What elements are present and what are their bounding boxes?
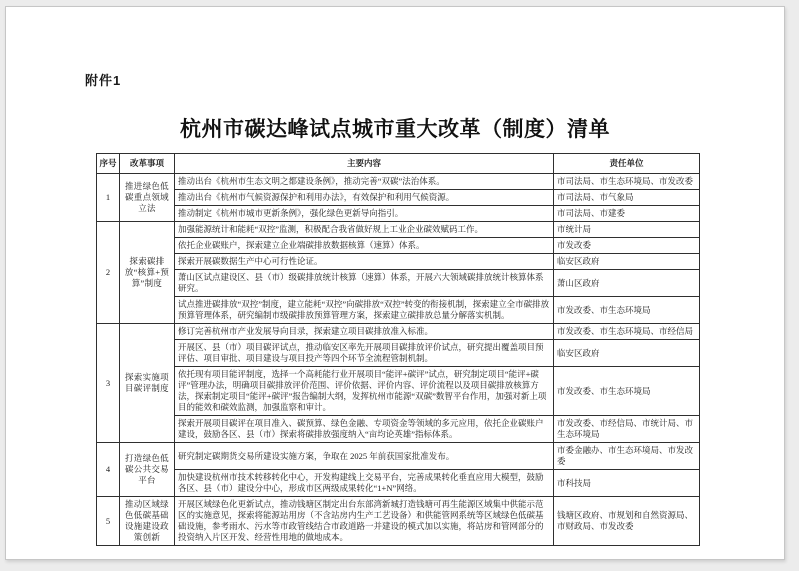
responsible-unit-cell: 市司法局、市建委 [554,206,700,222]
table-row [97,270,700,297]
table-row [97,340,700,367]
table-row [97,324,700,340]
reform-item-cell: 探索实施项目碳评制度 [120,324,175,443]
responsible-unit-cell: 临安区政府 [554,254,700,270]
reform-item-cell: 探索碳排放“核算+预算”制度 [120,222,175,324]
table-row [97,443,700,470]
responsible-unit-cell: 市发改委、市生态环境局 [554,367,700,416]
attachment-label: 附件1 [85,73,122,88]
table-row [97,206,700,222]
reform-item-cell: 打造绿色低碳公共交易平台 [120,443,175,497]
responsible-unit-cell: 市发改委 [554,238,700,254]
serial-number-cell: 5 [97,497,120,546]
responsible-unit-cell: 临安区政府 [554,340,700,367]
table-body [97,174,700,546]
responsible-unit-cell: 市发改委、市生态环境局、市经信局 [554,324,700,340]
main-content-cell: 开展区域绿色化更新试点，推动钱塘区制定出台东部湾新城打造钱塘可再生能源区域集中供能示范区的实施意见，探索将能源站用房（不含站房内生产工艺设备）和供能管网系统等区域绿色低碳基础设施，参考雨水、污水等市政管线结合市政道路一并建设的模式加以实施，将站房和管网部分的投资纳入片区开发、经营性用地的做地成本。 [175,497,554,546]
table-row [97,367,700,416]
main-content-cell: 加快建设杭州市技术转移转化中心，开发构建线上交易平台，完善成果转化垂直应用大模型，鼓励各区、县（市）建设分中心，形成市区两级成果转化“1+N”网络。 [175,470,554,497]
responsible-unit-cell: 钱塘区政府、市规划和自然资源局、市财政局、市发改委 [554,497,700,546]
responsible-unit-cell: 萧山区政府 [554,270,700,297]
table-row [97,254,700,270]
table-row [97,470,700,497]
reform-item-cell: 推动区域绿色低碳基础设施建设政策创新 [120,497,175,546]
main-content-cell: 萧山区试点建设区、县（市）级碳排放统计核算（速算）体系，开展六大领域碳排放统计核算体系研究。 [175,270,554,297]
main-content-cell: 开展区、县（市）项目碳评试点，推动临安区率先开展项目碳排放评价试点，研究提出覆盖项目预评估、项目审批、项目建设与项目投产等四个环节全流程管制机制。 [175,340,554,367]
responsible-unit-cell: 市统计局 [554,222,700,238]
reform-table [96,153,700,546]
header-reform-item: 改革事项 [120,154,175,174]
serial-number-cell: 3 [97,324,120,443]
responsible-unit-cell: 市委金融办、市生态环境局、市发改委 [554,443,700,470]
serial-number-cell: 1 [97,174,120,222]
responsible-unit-cell: 市发改委、市生态环境局 [554,297,700,324]
main-content-cell: 试点推进碳排放“双控”制度，建立能耗“双控”向碳排放“双控”转变的衔接机制，探索建立全市碳排放预算管理体系，研究编制市级碳排放预算管理方案，探索建立碳排放总量分解落实机制。 [175,297,554,324]
document-page [5,6,785,560]
document-title: 杭州市碳达峰试点城市重大改革（制度）清单 [180,117,610,141]
header-serial-number: 序号 [97,154,120,174]
table-row [97,238,700,254]
main-content-cell: 修订完善杭州市产业发展导向目录，探索建立项目碳排放准入标准。 [175,324,554,340]
main-content-cell: 研究制定碳期货交易所建设实施方案，争取在 2025 年前获国家批准发布。 [175,443,554,470]
main-content-cell: 推动制定《杭州市城市更新条例》，强化绿色更新导向指引。 [175,206,554,222]
main-content-cell: 依托企业碳账户，探索建立企业端碳排放数据核算（速算）体系。 [175,238,554,254]
main-content-cell: 推动出台《杭州市生态文明之都建设条例》，推动完善“双碳”法治体系。 [175,174,554,190]
serial-number-cell: 4 [97,443,120,497]
table-row [97,190,700,206]
responsible-unit-cell: 市发改委、市经信局、市统计局、市生态环境局 [554,416,700,443]
serial-number-cell: 2 [97,222,120,324]
header-responsible-unit: 责任单位 [554,154,700,174]
main-content-cell: 依托现有项目能评制度，选择一个高耗能行业开展项目“能评+碳评”试点，研究制定项目“能评+碳评”管理办法，明确项目碳排放评价范围、评价依据、评价内容、评价流程以及项目碳排放核算方法，探索制定项目“能评+碳评”报告编制大纲，发挥杭州市能源“双碳”数智平台作用，加强对新上项目的能效和碳效监测，加强监察和审计。 [175,367,554,416]
main-content-cell: 探索开展项目碳评在项目准入、碳预算、绿色金融、专项资金等领域的多元应用，依托企业碳账户建设，鼓励各区、县（市）探索将碳排放强度纳入“亩均论英雄”指标体系。 [175,416,554,443]
responsible-unit-cell: 市科技局 [554,470,700,497]
table-row [97,497,700,546]
table-row [97,416,700,443]
responsible-unit-cell: 市司法局、市气象局 [554,190,700,206]
table-header-row [97,154,700,174]
main-content-cell: 探索开展碳数据生产中心可行性论证。 [175,254,554,270]
main-content-cell: 推动出台《杭州市气候资源保护和利用办法》，有效保护和利用气候资源。 [175,190,554,206]
table-header [97,154,700,174]
table-row [97,174,700,190]
responsible-unit-cell: 市司法局、市生态环境局、市发改委 [554,174,700,190]
header-main-content: 主要内容 [175,154,554,174]
main-content-cell: 加强能源统计和能耗“双控”监测，积极配合我省做好规上工业企业碳效赋码工作。 [175,222,554,238]
reform-item-cell: 推进绿色低碳重点领域立法 [120,174,175,222]
table-row [97,222,700,238]
table-row [97,297,700,324]
